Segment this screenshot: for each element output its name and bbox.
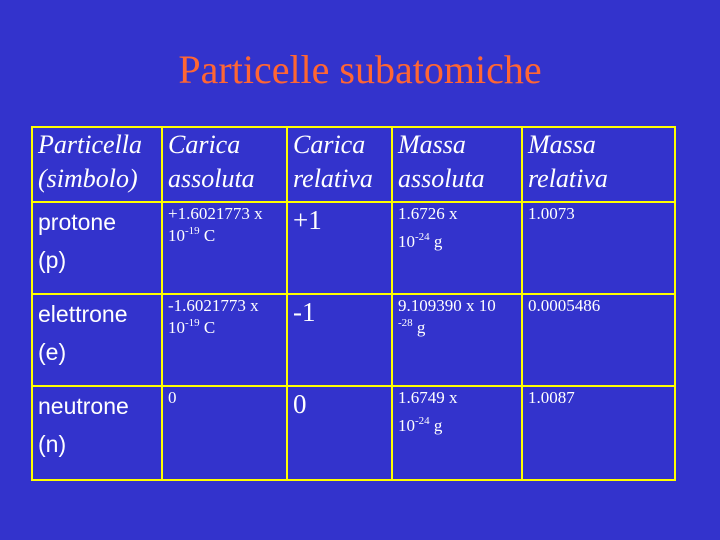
unit: g — [429, 232, 443, 251]
absolute-mass-value: 1.6726 x — [398, 204, 458, 223]
cell-absolute-charge — [162, 202, 287, 294]
header-absolute-mass-line2: assoluta — [398, 164, 485, 193]
header-particle — [32, 127, 162, 202]
cell-particle-name — [32, 294, 162, 386]
cell-relative-charge: -1 — [287, 294, 392, 386]
absolute-mass-exponent-line — [398, 317, 521, 339]
cell-absolute-mass — [392, 294, 522, 386]
header-relative-mass-line2: relativa — [528, 164, 608, 193]
power-exponent: -28 — [398, 317, 413, 329]
absolute-charge-exponent-line — [168, 317, 286, 339]
header-absolute-charge-line1: Carica — [168, 130, 241, 159]
absolute-charge-exponent-line — [168, 225, 286, 247]
cell-relative-charge: +1 — [287, 202, 392, 294]
header-absolute-mass — [392, 127, 522, 202]
table-row-proton — [32, 202, 675, 294]
cell-particle-name — [32, 202, 162, 294]
header-absolute-mass-line1: Massa — [398, 130, 466, 159]
absolute-charge-value: +1.6021773 x — [168, 204, 263, 223]
cell-relative-mass: 1.0087 — [522, 386, 675, 480]
header-absolute-charge — [162, 127, 287, 202]
power-base: 10 — [168, 318, 185, 337]
power-base: 10 — [398, 232, 415, 251]
cell-absolute-charge — [162, 294, 287, 386]
cell-relative-charge: 0 — [287, 386, 392, 480]
header-particle-line2: (simbolo) — [38, 164, 138, 193]
header-particle-line1: Particella — [38, 130, 142, 159]
particle-symbol: (e) — [38, 339, 67, 365]
particle-symbol: (n) — [38, 431, 67, 457]
header-relative-mass-line1: Massa — [528, 130, 596, 159]
absolute-charge-value: 0 — [168, 388, 177, 407]
table-header-row — [32, 127, 675, 202]
table-row-neutron — [32, 386, 675, 480]
power-base: 10 — [398, 416, 415, 435]
cell-absolute-charge — [162, 386, 287, 480]
cell-absolute-mass — [392, 202, 522, 294]
unit: g — [429, 416, 443, 435]
unit: C — [199, 318, 216, 337]
power-exponent: -24 — [415, 415, 430, 427]
cell-particle-name — [32, 386, 162, 480]
particle-name: elettrone — [38, 301, 128, 327]
header-relative-charge — [287, 127, 392, 202]
unit: C — [199, 226, 216, 245]
cell-relative-mass: 0.0005486 — [522, 294, 675, 386]
absolute-mass-value: 9.109390 x 10 — [398, 296, 496, 315]
unit: g — [412, 318, 426, 337]
particle-name: protone — [38, 209, 117, 235]
cell-relative-mass: 1.0073 — [522, 202, 675, 294]
power-exponent: -24 — [415, 231, 430, 243]
absolute-mass-value: 1.6749 x — [398, 388, 458, 407]
header-relative-mass — [522, 127, 675, 202]
header-relative-charge-line2: relativa — [293, 164, 373, 193]
absolute-mass-exponent-line — [398, 415, 521, 437]
particle-symbol: (p) — [38, 247, 67, 273]
table-row-electron — [32, 294, 675, 386]
absolute-mass-exponent-line — [398, 231, 521, 253]
power-exponent: -19 — [185, 225, 200, 237]
power-base: 10 — [168, 226, 185, 245]
power-exponent: -19 — [185, 317, 200, 329]
particles-table — [31, 126, 676, 481]
header-relative-charge-line1: Carica — [293, 130, 366, 159]
cell-absolute-mass — [392, 386, 522, 480]
header-absolute-charge-line2: assoluta — [168, 164, 255, 193]
particle-name: neutrone — [38, 393, 129, 419]
page-title: Particelle subatomiche — [178, 47, 542, 92]
absolute-charge-value: -1.6021773 x — [168, 296, 259, 315]
